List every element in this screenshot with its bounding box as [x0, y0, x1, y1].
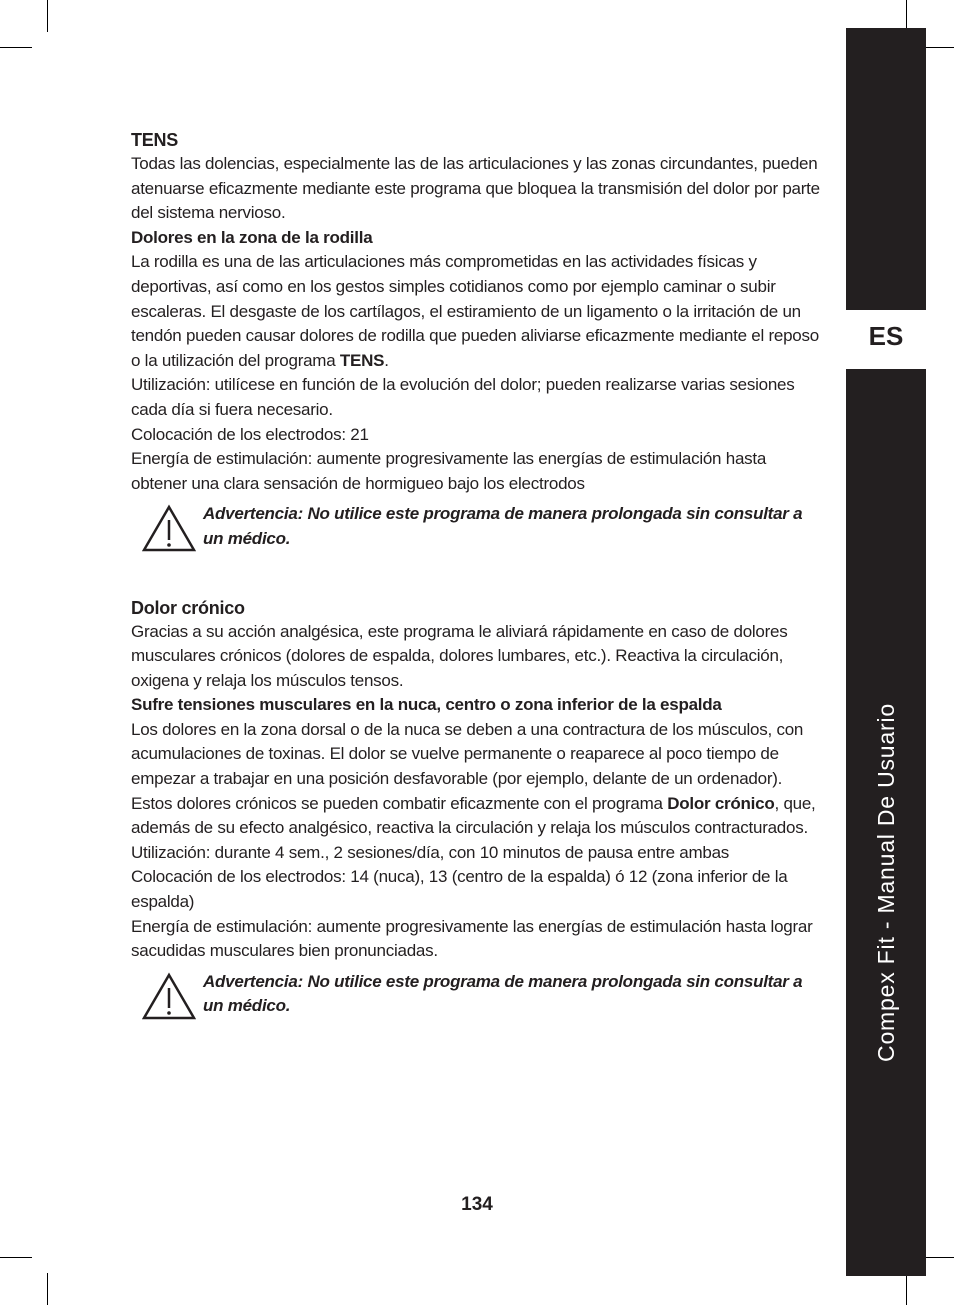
page-number: 134 — [461, 1194, 493, 1215]
body-text: Los dolores en la zona dorsal o de la nuca se deben a una contractura de los músculos, con acumulaciones de toxinas. El dolor se vuelve permanente o reaparece al poco tiempo de empezar a trabajar en una posición desfavorable (por ejemplo, delante de un ordenador). Estos dolores crónicos se pueden combatir eficazmente con el programa — [131, 719, 804, 813]
warning-box — [131, 970, 826, 1019]
crop-mark — [922, 1257, 954, 1258]
program-name: TENS — [339, 350, 385, 370]
electrodes-text: Colocación de los electrodos: 14 (nuca), 13 (centro de la espalda) ó 12 (zona inferior de la espalda) — [131, 867, 788, 912]
subheading: Sufre tensiones musculares en la nuca, centro o zona inferior de la espalda — [131, 695, 722, 715]
main-content — [131, 128, 826, 1019]
crop-mark — [922, 47, 954, 48]
section-spacer — [131, 552, 826, 596]
usage-text: Utilización: utilícese en función de la evolución del dolor; pueden realizarse varias sesiones cada día si fuera necesario. — [131, 375, 795, 419]
electrodes-text: Colocación de los electrodos: 21 — [131, 424, 369, 444]
crop-mark — [47, 1273, 48, 1305]
manual-title: Compex Fit - Manual De Usuario — [872, 703, 899, 1062]
crop-mark — [906, 1273, 907, 1305]
usage-text: Utilización: durante 4 sem., 2 sesiones/día, con 10 minutos de pausa entre ambas — [131, 842, 730, 862]
crop-mark — [0, 1257, 32, 1258]
energy-text: Energía de estimulación: aumente progresivamente las energías de estimulación hasta obtener una clara sensación de hormigueo bajo los electrodos — [131, 449, 767, 493]
energy-text: Energía de estimulación: aumente progresivamente las energías de estimulación hasta lograr sacudidas musculares bien pronunciadas. — [131, 916, 813, 961]
manual-title-container — [846, 369, 926, 1276]
warning-text: Advertencia: No utilice este programa de manera prolongada sin consultar a un médico. — [203, 971, 803, 1016]
crop-mark — [47, 0, 48, 32]
body-text: La rodilla es una de las articulaciones más comprometidas en las actividades físicas y deportivas, así como en los gestos simples cotidianos como por ejemplo caminar o subir escaleras. El desgaste de los cartílagos, el estiramiento de un ligamento o la irritación de un tendón pueden causar dolores de rodilla que pueden aliviarse eficazmente mediante el reposo o la utilización del programa — [131, 252, 819, 370]
warning-triangle-icon — [142, 972, 196, 1020]
warning-box — [131, 502, 826, 551]
section-intro: Todas las dolencias, especialmente las de las articulaciones y las zonas circundantes, pueden atenuarse eficazmente mediante este programa que bloquea la transmisión del dolor por parte del sistema nervioso. — [131, 154, 820, 223]
language-label: ES — [868, 321, 904, 351]
subheading: Dolores en la zona de la rodilla — [131, 227, 373, 247]
body-text-end: , que, además de su efecto analgésico, reactiva la circulación y relaja los músculos contracturados. — [131, 793, 816, 838]
section-heading: TENS — [131, 130, 179, 150]
body-text-end: . — [384, 350, 389, 370]
body-paragraph — [131, 718, 826, 841]
tens-section — [131, 128, 826, 552]
warning-triangle-icon — [142, 504, 196, 552]
crop-mark — [0, 47, 32, 48]
body-paragraph — [131, 250, 826, 373]
warning-text: Advertencia: No utilice este programa de manera prolongada sin consultar a un médico. — [203, 504, 803, 548]
side-tab-top-bar — [846, 28, 926, 310]
program-name: Dolor crónico — [667, 793, 775, 813]
chronic-pain-section — [131, 596, 826, 1020]
section-intro: Gracias a su acción analgésica, este programa le aliviará rápidamente en caso de dolores musculares crónicos (dolores de espalda, dolores lumbares, etc.). Reactiva la circulación, oxigena y relaja los músculos tensos. — [131, 621, 788, 690]
section-heading: Dolor crónico — [131, 597, 245, 618]
